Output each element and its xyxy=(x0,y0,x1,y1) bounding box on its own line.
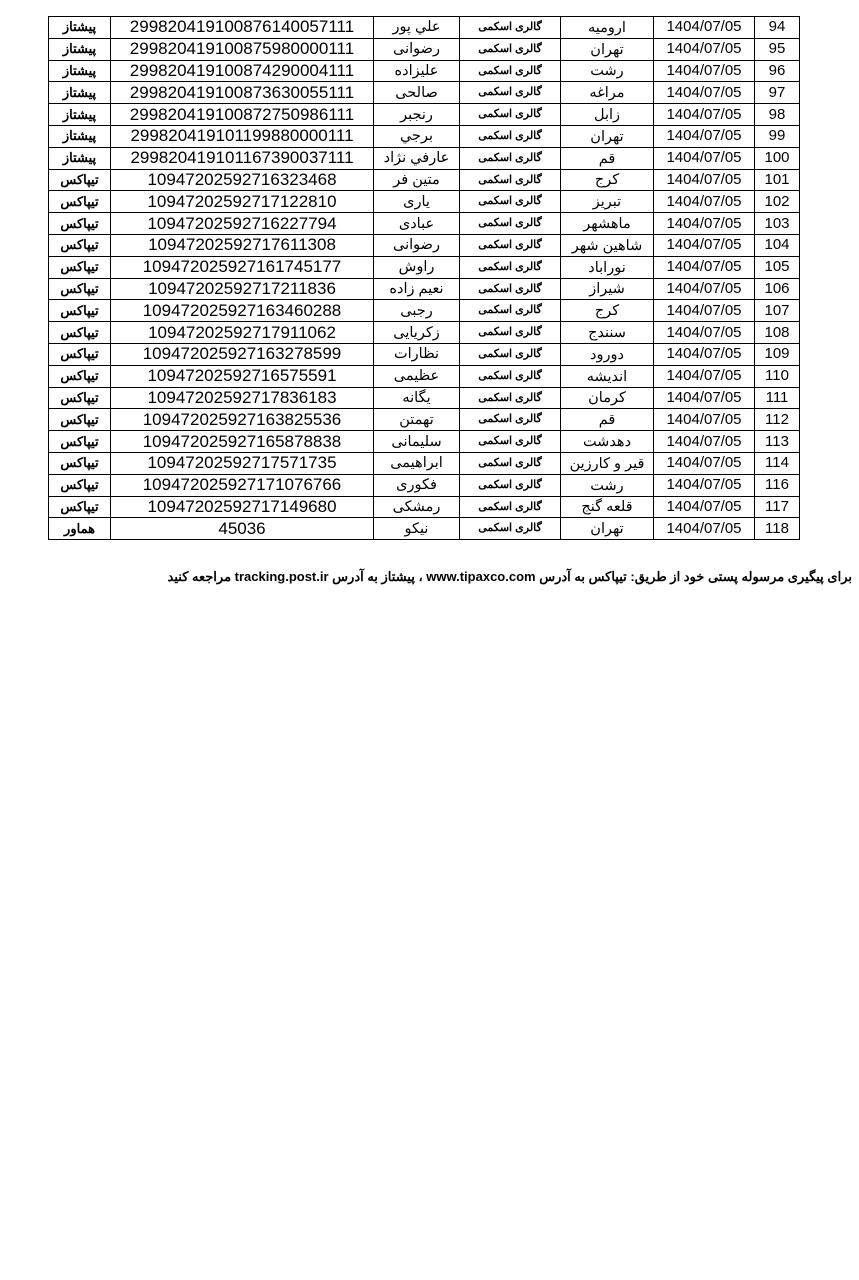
recipient-name-cell: یگانه xyxy=(374,387,460,409)
carrier-cell: هماور xyxy=(49,518,111,540)
date-cell: 1404/07/05 xyxy=(654,387,755,409)
row-number-cell: 107 xyxy=(755,300,800,322)
table-row xyxy=(49,256,800,278)
carrier-cell: تیپاکس xyxy=(49,300,111,322)
carrier-cell: تیپاکس xyxy=(49,474,111,496)
sender-cell: گالری اسکمی xyxy=(460,147,561,169)
city-cell: رشت xyxy=(561,474,654,496)
carrier-cell: پیشتاز xyxy=(49,17,111,39)
table-row xyxy=(49,38,800,60)
tracking-number-cell: 109472025927163460288 xyxy=(111,300,374,322)
city-cell: ماهشهر xyxy=(561,213,654,235)
tracking-number-cell: 10947202592717149680 xyxy=(111,496,374,518)
date-cell: 1404/07/05 xyxy=(654,474,755,496)
table-row xyxy=(49,474,800,496)
sender-cell: گالری اسکمی xyxy=(460,278,561,300)
row-number-cell: 101 xyxy=(755,169,800,191)
carrier-cell: تیپاکس xyxy=(49,191,111,213)
tracking-number-cell: 299820419100872750986111 xyxy=(111,104,374,126)
date-cell: 1404/07/05 xyxy=(654,60,755,82)
tracking-number-cell: 109472025927163825536 xyxy=(111,409,374,431)
sender-cell: گالری اسکمی xyxy=(460,125,561,147)
carrier-cell: تیپاکس xyxy=(49,496,111,518)
tracking-number-cell: 299820419100874290004111 xyxy=(111,60,374,82)
table-row xyxy=(49,82,800,104)
row-number-cell: 109 xyxy=(755,343,800,365)
date-cell: 1404/07/05 xyxy=(654,256,755,278)
recipient-name-cell: متین فر xyxy=(374,169,460,191)
tracking-number-cell: 299820419100873630055111 xyxy=(111,82,374,104)
city-cell: قیر و کارزین xyxy=(561,452,654,474)
city-cell: مراغه xyxy=(561,82,654,104)
recipient-name-cell: عبادی xyxy=(374,213,460,235)
city-cell: زابل xyxy=(561,104,654,126)
date-cell: 1404/07/05 xyxy=(654,278,755,300)
sender-cell: گالری اسکمی xyxy=(460,431,561,453)
sender-cell: گالری اسکمی xyxy=(460,234,561,256)
city-cell: تهران xyxy=(561,125,654,147)
city-cell: کرج xyxy=(561,300,654,322)
date-cell: 1404/07/05 xyxy=(654,300,755,322)
sender-cell: گالری اسکمی xyxy=(460,474,561,496)
tracking-number-cell: 10947202592717836183 xyxy=(111,387,374,409)
carrier-cell: پیشتاز xyxy=(49,60,111,82)
date-cell: 1404/07/05 xyxy=(654,147,755,169)
recipient-name-cell: صالحی xyxy=(374,82,460,104)
row-number-cell: 114 xyxy=(755,452,800,474)
table-row xyxy=(49,125,800,147)
recipient-name-cell: علي پور xyxy=(374,17,460,39)
date-cell: 1404/07/05 xyxy=(654,518,755,540)
date-cell: 1404/07/05 xyxy=(654,104,755,126)
recipient-name-cell: رجبی xyxy=(374,300,460,322)
carrier-cell: تیپاکس xyxy=(49,256,111,278)
table-row xyxy=(49,322,800,344)
date-cell: 1404/07/05 xyxy=(654,452,755,474)
table-row xyxy=(49,452,800,474)
sender-cell: گالری اسکمی xyxy=(460,82,561,104)
date-cell: 1404/07/05 xyxy=(654,234,755,256)
shipments-table xyxy=(48,16,800,540)
date-cell: 1404/07/05 xyxy=(654,191,755,213)
sender-cell: گالری اسکمی xyxy=(460,518,561,540)
table-row xyxy=(49,278,800,300)
date-cell: 1404/07/05 xyxy=(654,17,755,39)
row-number-cell: 112 xyxy=(755,409,800,431)
tracking-number-cell: 299820419101199880000111 xyxy=(111,125,374,147)
table-row xyxy=(49,147,800,169)
recipient-name-cell: رمشکی xyxy=(374,496,460,518)
sender-cell: گالری اسکمی xyxy=(460,38,561,60)
carrier-cell: تیپاکس xyxy=(49,387,111,409)
tracking-number-cell: 45036 xyxy=(111,518,374,540)
sender-cell: گالری اسکمی xyxy=(460,213,561,235)
tracking-instructions-note: برای پیگیری مرسوله پستی خود از طریق: تیپاکس به آدرس www.tipaxco.com ، پیشتاز به آدرس tracking.post.ir مراجعه کنید xyxy=(167,569,852,584)
date-cell: 1404/07/05 xyxy=(654,496,755,518)
table-row xyxy=(49,496,800,518)
row-number-cell: 111 xyxy=(755,387,800,409)
table-row xyxy=(49,365,800,387)
city-cell: نوراباد xyxy=(561,256,654,278)
row-number-cell: 94 xyxy=(755,17,800,39)
table-row xyxy=(49,409,800,431)
sender-cell: گالری اسکمی xyxy=(460,60,561,82)
date-cell: 1404/07/05 xyxy=(654,322,755,344)
recipient-name-cell: راوش xyxy=(374,256,460,278)
carrier-cell: تیپاکس xyxy=(49,343,111,365)
sender-cell: گالری اسکمی xyxy=(460,496,561,518)
shipments-table-body xyxy=(49,17,800,540)
date-cell: 1404/07/05 xyxy=(654,409,755,431)
tracking-number-cell: 10947202592717122810 xyxy=(111,191,374,213)
row-number-cell: 102 xyxy=(755,191,800,213)
recipient-name-cell: نیکو xyxy=(374,518,460,540)
tracking-number-cell: 109472025927161745177 xyxy=(111,256,374,278)
recipient-name-cell: رنجبر xyxy=(374,104,460,126)
table-row xyxy=(49,17,800,39)
carrier-cell: پیشتاز xyxy=(49,147,111,169)
row-number-cell: 117 xyxy=(755,496,800,518)
recipient-name-cell: برجي xyxy=(374,125,460,147)
date-cell: 1404/07/05 xyxy=(654,38,755,60)
tracking-number-cell: 10947202592717611308 xyxy=(111,234,374,256)
table-row xyxy=(49,518,800,540)
sender-cell: گالری اسکمی xyxy=(460,343,561,365)
row-number-cell: 98 xyxy=(755,104,800,126)
recipient-name-cell: زکریایی xyxy=(374,322,460,344)
date-cell: 1404/07/05 xyxy=(654,213,755,235)
carrier-cell: تیپاکس xyxy=(49,365,111,387)
tracking-number-cell: 299820419100875980000111 xyxy=(111,38,374,60)
row-number-cell: 108 xyxy=(755,322,800,344)
recipient-name-cell: فکوری xyxy=(374,474,460,496)
date-cell: 1404/07/05 xyxy=(654,82,755,104)
city-cell: اندیشه xyxy=(561,365,654,387)
table-row xyxy=(49,104,800,126)
row-number-cell: 100 xyxy=(755,147,800,169)
city-cell: قلعه گنج xyxy=(561,496,654,518)
carrier-cell: پیشتاز xyxy=(49,82,111,104)
table-row xyxy=(49,191,800,213)
recipient-name-cell: علیزاده xyxy=(374,60,460,82)
sender-cell: گالری اسکمی xyxy=(460,256,561,278)
sender-cell: گالری اسکمی xyxy=(460,322,561,344)
sender-cell: گالری اسکمی xyxy=(460,300,561,322)
date-cell: 1404/07/05 xyxy=(654,431,755,453)
carrier-cell: تیپاکس xyxy=(49,213,111,235)
recipient-name-cell: رضوانی xyxy=(374,38,460,60)
city-cell: تهران xyxy=(561,38,654,60)
carrier-cell: تیپاکس xyxy=(49,452,111,474)
row-number-cell: 110 xyxy=(755,365,800,387)
sender-cell: گالری اسکمی xyxy=(460,452,561,474)
recipient-name-cell: نعیم زاده xyxy=(374,278,460,300)
recipient-name-cell: عارفي نژاد xyxy=(374,147,460,169)
sender-cell: گالری اسکمی xyxy=(460,365,561,387)
city-cell: کرج xyxy=(561,169,654,191)
recipient-name-cell: نظارات xyxy=(374,343,460,365)
city-cell: سنندج xyxy=(561,322,654,344)
date-cell: 1404/07/05 xyxy=(654,125,755,147)
sender-cell: گالری اسکمی xyxy=(460,409,561,431)
sender-cell: گالری اسکمی xyxy=(460,17,561,39)
carrier-cell: پیشتاز xyxy=(49,104,111,126)
row-number-cell: 116 xyxy=(755,474,800,496)
tracking-number-cell: 109472025927171076766 xyxy=(111,474,374,496)
sender-cell: گالری اسکمی xyxy=(460,191,561,213)
city-cell: ارومیه xyxy=(561,17,654,39)
recipient-name-cell: سلیمانی xyxy=(374,431,460,453)
row-number-cell: 103 xyxy=(755,213,800,235)
carrier-cell: پیشتاز xyxy=(49,38,111,60)
recipient-name-cell: رضوانی xyxy=(374,234,460,256)
sender-cell: گالری اسکمی xyxy=(460,104,561,126)
row-number-cell: 104 xyxy=(755,234,800,256)
carrier-cell: تیپاکس xyxy=(49,322,111,344)
carrier-cell: تیپاکس xyxy=(49,278,111,300)
city-cell: شاهین شهر xyxy=(561,234,654,256)
city-cell: دهدشت xyxy=(561,431,654,453)
city-cell: تبریز xyxy=(561,191,654,213)
table-row xyxy=(49,431,800,453)
tracking-number-cell: 10947202592716323468 xyxy=(111,169,374,191)
sender-cell: گالری اسکمی xyxy=(460,169,561,191)
row-number-cell: 99 xyxy=(755,125,800,147)
sender-cell: گالری اسکمی xyxy=(460,387,561,409)
table-row xyxy=(49,169,800,191)
tracking-number-cell: 299820419101167390037111 xyxy=(111,147,374,169)
tracking-number-cell: 10947202592716575591 xyxy=(111,365,374,387)
recipient-name-cell: ابراهیمی xyxy=(374,452,460,474)
tracking-number-cell: 10947202592716227794 xyxy=(111,213,374,235)
city-cell: کرمان xyxy=(561,387,654,409)
city-cell: قم xyxy=(561,409,654,431)
tracking-number-cell: 10947202592717571735 xyxy=(111,452,374,474)
row-number-cell: 97 xyxy=(755,82,800,104)
tracking-number-cell: 10947202592717211836 xyxy=(111,278,374,300)
table-row xyxy=(49,234,800,256)
row-number-cell: 95 xyxy=(755,38,800,60)
tracking-number-cell: 10947202592717911062 xyxy=(111,322,374,344)
carrier-cell: تیپاکس xyxy=(49,169,111,191)
city-cell: رشت xyxy=(561,60,654,82)
row-number-cell: 96 xyxy=(755,60,800,82)
recipient-name-cell: تهمتن xyxy=(374,409,460,431)
table-row xyxy=(49,60,800,82)
recipient-name-cell: یاری xyxy=(374,191,460,213)
row-number-cell: 113 xyxy=(755,431,800,453)
date-cell: 1404/07/05 xyxy=(654,169,755,191)
city-cell: قم xyxy=(561,147,654,169)
city-cell: دورود xyxy=(561,343,654,365)
tracking-number-cell: 109472025927165878838 xyxy=(111,431,374,453)
date-cell: 1404/07/05 xyxy=(654,365,755,387)
table-row xyxy=(49,387,800,409)
row-number-cell: 105 xyxy=(755,256,800,278)
table-row xyxy=(49,343,800,365)
tracking-number-cell: 109472025927163278599 xyxy=(111,343,374,365)
city-cell: شیراز xyxy=(561,278,654,300)
carrier-cell: تیپاکس xyxy=(49,409,111,431)
tracking-number-cell: 299820419100876140057111 xyxy=(111,17,374,39)
row-number-cell: 106 xyxy=(755,278,800,300)
date-cell: 1404/07/05 xyxy=(654,343,755,365)
row-number-cell: 118 xyxy=(755,518,800,540)
table-row xyxy=(49,213,800,235)
table-row xyxy=(49,300,800,322)
recipient-name-cell: عظیمی xyxy=(374,365,460,387)
carrier-cell: تیپاکس xyxy=(49,234,111,256)
city-cell: تهران xyxy=(561,518,654,540)
carrier-cell: تیپاکس xyxy=(49,431,111,453)
carrier-cell: پیشتاز xyxy=(49,125,111,147)
